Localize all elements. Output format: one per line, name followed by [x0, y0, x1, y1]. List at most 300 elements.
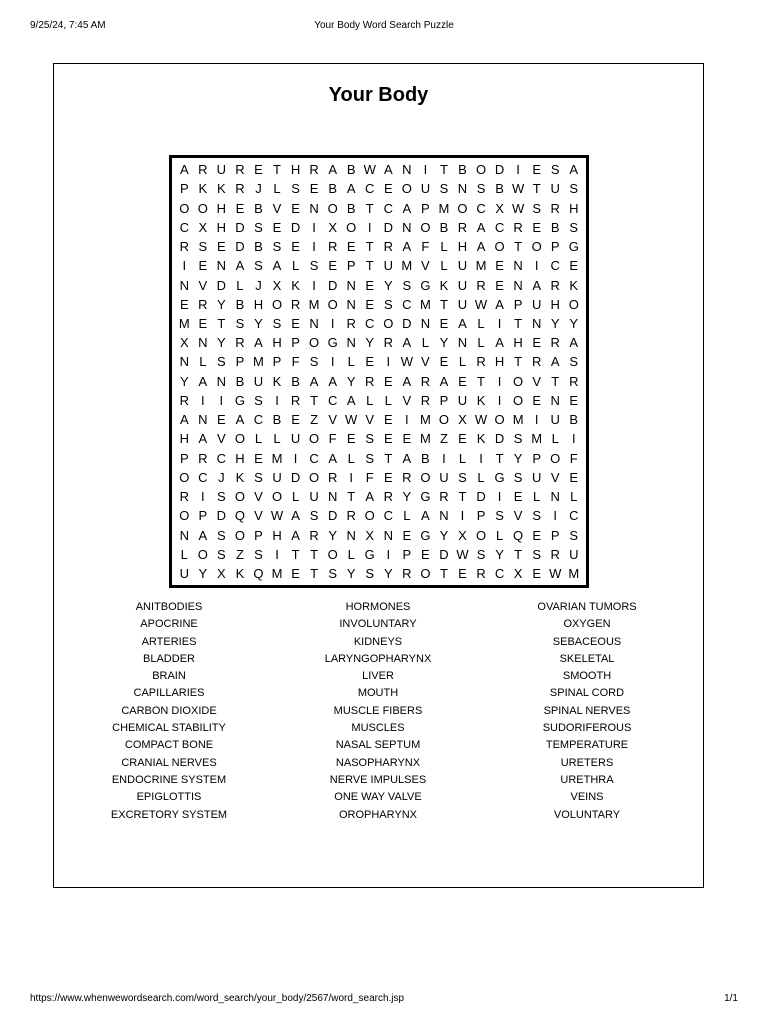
grid-letter: R: [383, 239, 393, 255]
grid-letter: O: [197, 200, 208, 216]
grid-letter: S: [532, 546, 541, 562]
grid-letter: X: [328, 219, 337, 235]
grid-letter: Y: [217, 335, 226, 351]
grid-letter: I: [275, 392, 279, 408]
grid-row: [175, 506, 583, 525]
grid-letter: C: [327, 392, 338, 408]
grid-letter: H: [216, 200, 227, 216]
grid-letter: Y: [383, 566, 393, 582]
grid-letter: E: [439, 315, 449, 331]
grid-letter: U: [290, 431, 301, 447]
grid-letter: Y: [328, 527, 337, 543]
grid-letter: J: [255, 277, 262, 293]
grid-letter: D: [290, 219, 301, 235]
grid-letter: R: [198, 450, 208, 466]
grid-letter: A: [328, 162, 337, 178]
grid-letter: T: [514, 315, 523, 331]
grid-letter: C: [253, 412, 264, 428]
grid-letter: R: [476, 354, 486, 370]
word-list-item: SPINAL NERVES: [543, 704, 631, 717]
grid-letter: E: [513, 489, 523, 505]
grid-letter: A: [383, 162, 393, 178]
grid-letter: C: [309, 450, 319, 466]
grid-letter: N: [457, 181, 468, 197]
grid-letter: E: [179, 296, 189, 312]
grid-row: [175, 525, 583, 544]
grid-letter: P: [198, 508, 208, 524]
grid-letter: I: [497, 392, 502, 408]
grid-letter: H: [179, 431, 189, 447]
grid-letter: R: [402, 469, 412, 485]
word-list-item: CAPILLARIES: [133, 687, 205, 700]
word-list-item: COMPACT BONE: [124, 739, 214, 752]
grid-letter: N: [457, 335, 468, 351]
grid-letter: U: [531, 469, 542, 485]
grid-letter: R: [179, 489, 189, 505]
grid-letter: K: [476, 431, 486, 447]
grid-row: [175, 564, 583, 583]
word-list-item: URETHRA: [560, 773, 614, 786]
grid-letter: R: [346, 315, 356, 331]
grid-letter: I: [182, 258, 187, 274]
grid-letter: I: [330, 354, 335, 370]
grid-letter: O: [475, 162, 487, 178]
grid-letter: G: [420, 489, 431, 505]
grid-letter: P: [513, 296, 523, 312]
grid-letter: E: [346, 431, 356, 447]
grid-letter: Y: [550, 315, 560, 331]
grid-letter: S: [217, 546, 226, 562]
grid-letter: S: [495, 508, 504, 524]
grid-letter: L: [440, 239, 448, 255]
grid-letter: W: [456, 546, 469, 562]
grid-letter: A: [328, 450, 337, 466]
grid-letter: V: [532, 373, 541, 389]
grid-letter: Y: [217, 296, 226, 312]
grid-letter: A: [235, 412, 245, 428]
grid-letter: P: [179, 450, 189, 466]
grid-letter: M: [271, 566, 283, 582]
grid-letter: T: [310, 566, 319, 582]
word-list-item: NASAL SEPTUM: [335, 739, 421, 752]
word-list-column-2: [278, 599, 478, 824]
grid-letter: P: [421, 200, 430, 216]
grid-letter: U: [457, 258, 468, 274]
grid-letter: S: [439, 181, 449, 197]
grid-letter: R: [327, 239, 338, 255]
grid-letter: W: [511, 181, 525, 197]
grid-letter: S: [217, 354, 226, 370]
print-page-count: 1/1: [724, 993, 738, 1004]
grid-row: [175, 487, 583, 506]
grid-letter: D: [402, 315, 412, 331]
grid-letter: A: [198, 373, 208, 389]
grid-letter: F: [328, 431, 337, 447]
grid-letter: U: [457, 296, 468, 312]
grid-letter: V: [198, 277, 208, 293]
grid-letter: A: [439, 373, 449, 389]
grid-letter: T: [439, 566, 448, 582]
grid-letter: O: [475, 527, 487, 543]
grid-letter: U: [457, 277, 468, 293]
grid-letter: O: [550, 450, 561, 466]
word-list-item: NASOPHARYNX: [335, 756, 421, 769]
grid-letter: M: [475, 258, 487, 274]
grid-letter: U: [550, 181, 560, 197]
word-list-item: ONE WAY VALVE: [334, 791, 422, 804]
grid-letter: D: [290, 469, 301, 485]
grid-letter: T: [365, 239, 374, 255]
grid-letter: H: [290, 162, 301, 178]
word-list-item: VOLUNTARY: [553, 808, 621, 821]
grid-letter: C: [476, 200, 486, 216]
grid-letter: P: [272, 354, 282, 370]
grid-letter: S: [254, 219, 263, 235]
grid-letter: D: [216, 508, 227, 524]
grid-letter: T: [273, 162, 281, 178]
grid-letter: O: [327, 546, 338, 562]
grid-letter: O: [197, 546, 208, 562]
grid-letter: I: [497, 315, 502, 331]
grid-letter: D: [476, 489, 486, 505]
grid-letter: N: [179, 277, 189, 293]
grid-letter: D: [494, 162, 505, 178]
grid-letter: R: [198, 162, 208, 178]
grid-letter: K: [291, 277, 300, 293]
grid-letter: Y: [569, 315, 579, 331]
grid-letter: V: [421, 258, 430, 274]
grid-letter: O: [568, 296, 579, 312]
grid-row: [175, 237, 583, 256]
grid-letter: F: [291, 354, 300, 370]
grid-letter: E: [495, 258, 504, 274]
grid-letter: Y: [254, 315, 263, 331]
grid-letter: C: [569, 508, 579, 524]
grid-letter: I: [423, 162, 428, 178]
grid-letter: E: [532, 219, 541, 235]
grid-letter: A: [458, 315, 467, 331]
grid-letter: O: [346, 219, 357, 235]
grid-letter: A: [402, 373, 412, 389]
grid-letter: A: [198, 431, 208, 447]
grid-letter: N: [383, 527, 393, 543]
grid-letter: T: [310, 546, 319, 562]
grid-letter: T: [384, 450, 393, 466]
grid-letter: Y: [495, 546, 504, 562]
grid-letter: E: [291, 200, 300, 216]
grid-letter: L: [273, 431, 281, 447]
grid-letter: L: [533, 489, 541, 505]
grid-letter: Y: [383, 277, 393, 293]
grid-letter: T: [514, 546, 523, 562]
grid-letter: E: [458, 566, 467, 582]
word-list-item: CHEMICAL STABILITY: [112, 722, 226, 735]
grid-letter: I: [386, 546, 391, 562]
grid-letter: A: [291, 527, 300, 543]
word-list-item: SUDORIFEROUS: [542, 722, 632, 735]
grid-letter: T: [551, 373, 560, 389]
grid-letter: B: [291, 373, 300, 389]
grid-letter: A: [328, 373, 337, 389]
grid-letter: L: [254, 431, 263, 447]
grid-letter: E: [402, 431, 412, 447]
grid-letter: M: [401, 258, 413, 274]
grid-letter: I: [330, 315, 335, 331]
grid-letter: O: [383, 315, 394, 331]
grid-letter: L: [347, 450, 355, 466]
grid-letter: O: [271, 489, 283, 505]
grid-letter: K: [272, 373, 282, 389]
grid-letter: S: [532, 508, 541, 524]
grid-letter: A: [421, 508, 430, 524]
grid-letter: M: [419, 431, 431, 447]
grid-letter: M: [531, 431, 543, 447]
grid-letter: K: [439, 277, 449, 293]
grid-letter: T: [439, 162, 448, 178]
grid-letter: S: [254, 546, 263, 562]
grid-letter: V: [272, 200, 282, 216]
grid-letter: F: [421, 239, 430, 255]
grid-letter: D: [327, 508, 338, 524]
grid-letter: C: [365, 315, 375, 331]
grid-letter: Z: [235, 546, 244, 562]
grid-letter: C: [494, 219, 505, 235]
grid-letter: M: [419, 296, 431, 312]
grid-letter: I: [367, 219, 372, 235]
grid-letter: I: [275, 546, 279, 562]
grid-letter: O: [513, 392, 524, 408]
grid-letter: A: [476, 239, 486, 255]
grid-letter: V: [328, 412, 337, 428]
grid-letter: W: [345, 412, 358, 428]
word-list-item: KIDNEYS: [353, 635, 403, 648]
grid-letter: E: [532, 335, 541, 351]
grid-letter: U: [457, 392, 468, 408]
grid-letter: R: [179, 392, 189, 408]
word-list-item: BRAIN: [152, 670, 186, 683]
grid-letter: Y: [179, 373, 189, 389]
grid-letter: R: [569, 373, 579, 389]
grid-row: [175, 160, 583, 179]
grid-letter: G: [234, 392, 245, 408]
grid-letter: E: [235, 200, 245, 216]
grid-letter: U: [179, 566, 189, 582]
grid-letter: I: [219, 392, 224, 408]
grid-letter: I: [201, 489, 205, 505]
word-list-item: OROPHARYNX: [338, 808, 418, 821]
grid-letter: O: [327, 296, 338, 312]
grid-letter: E: [383, 469, 393, 485]
grid-letter: A: [495, 296, 504, 312]
grid-row: [175, 198, 583, 217]
grid-letter: E: [291, 239, 300, 255]
grid-letter: U: [569, 546, 579, 562]
grid-letter: B: [235, 296, 245, 312]
grid-row: [175, 372, 583, 391]
grid-letter: G: [494, 469, 505, 485]
grid-letter: N: [346, 527, 356, 543]
grid-letter: M: [419, 412, 431, 428]
grid-letter: O: [234, 527, 245, 543]
grid-letter: P: [179, 181, 189, 197]
grid-letter: O: [309, 469, 320, 485]
grid-letter: O: [401, 181, 412, 197]
word-list-item: EXCRETORY SYSTEM: [110, 808, 228, 821]
grid-letter: S: [272, 315, 282, 331]
print-url: https://www.whenwewordsearch.com/word_search/your_body/2567/word_search.jsp: [30, 993, 405, 1004]
grid-letter: P: [476, 508, 486, 524]
grid-letter: E: [254, 450, 263, 466]
grid-letter: D: [439, 546, 449, 562]
grid-letter: G: [420, 527, 431, 543]
grid-letter: S: [254, 392, 263, 408]
grid-letter: O: [364, 508, 375, 524]
word-list-item: APOCRINE: [140, 618, 198, 631]
grid-letter: E: [272, 219, 282, 235]
grid-letter: N: [309, 200, 319, 216]
grid-letter: I: [201, 392, 205, 408]
grid-letter: O: [271, 296, 283, 312]
grid-letter: M: [438, 200, 450, 216]
word-list-item: NERVE IMPULSES: [329, 773, 427, 786]
grid-letter: A: [402, 200, 412, 216]
grid-letter: L: [273, 181, 281, 197]
grid-letter: G: [364, 546, 375, 562]
grid-letter: S: [328, 566, 337, 582]
grid-letter: O: [438, 412, 449, 428]
grid-letter: M: [178, 315, 190, 331]
grid-letter: E: [383, 412, 393, 428]
grid-letter: E: [291, 566, 300, 582]
grid-letter: I: [497, 489, 502, 505]
grid-letter: S: [217, 527, 226, 543]
grid-letter: B: [569, 412, 579, 428]
grid-letter: Y: [346, 373, 356, 389]
grid-letter: Z: [310, 412, 319, 428]
grid-letter: M: [512, 412, 524, 428]
grid-letter: K: [476, 392, 486, 408]
grid-letter: W: [400, 354, 413, 370]
grid-letter: R: [383, 335, 393, 351]
grid-letter: E: [254, 162, 263, 178]
grid-letter: L: [458, 354, 467, 370]
grid-letter: O: [531, 239, 542, 255]
grid-letter: X: [495, 200, 504, 216]
grid-letter: L: [180, 546, 188, 562]
grid-letter: S: [254, 258, 263, 274]
grid-letter: I: [312, 219, 316, 235]
grid-letter: Y: [513, 450, 523, 466]
word-list-item: URETERS: [560, 756, 614, 769]
word-list-item: MUSCLES: [351, 722, 405, 735]
grid-letter: L: [477, 335, 485, 351]
grid-letter: A: [476, 219, 486, 235]
grid-letter: N: [216, 258, 227, 274]
grid-letter: A: [291, 508, 300, 524]
grid-letter: Y: [346, 566, 356, 582]
grid-letter: A: [402, 450, 412, 466]
grid-letter: R: [346, 508, 356, 524]
grid-letter: N: [402, 219, 412, 235]
grid-letter: R: [550, 546, 560, 562]
grid-letter: L: [291, 489, 300, 505]
grid-letter: X: [513, 566, 523, 582]
grid-letter: V: [513, 508, 523, 524]
grid-letter: E: [328, 258, 337, 274]
grid-letter: E: [346, 239, 356, 255]
grid-letter: B: [458, 162, 467, 178]
grid-row: [175, 295, 583, 314]
grid-letter: E: [458, 431, 467, 447]
grid-row: [175, 429, 583, 448]
grid-letter: X: [365, 527, 375, 543]
grid-letter: Q: [253, 566, 264, 582]
grid-letter: B: [235, 373, 245, 389]
grid-row: [175, 410, 583, 429]
word-list-item: MOUTH: [357, 687, 399, 700]
grid-letter: S: [569, 527, 579, 543]
grid-letter: U: [420, 181, 431, 197]
grid-letter: D: [494, 431, 505, 447]
grid-letter: D: [235, 219, 245, 235]
grid-letter: B: [439, 219, 449, 235]
grid-letter: L: [347, 546, 355, 562]
grid-letter: S: [365, 450, 375, 466]
grid-letter: S: [476, 181, 486, 197]
grid-letter: L: [366, 392, 374, 408]
grid-letter: A: [569, 335, 579, 351]
grid-letter: N: [327, 489, 338, 505]
grid-letter: S: [309, 354, 319, 370]
grid-letter: A: [179, 412, 189, 428]
grid-letter: T: [514, 354, 523, 370]
grid-letter: I: [553, 508, 558, 524]
grid-letter: R: [420, 392, 431, 408]
grid-letter: V: [365, 412, 375, 428]
grid-letter: T: [439, 296, 448, 312]
grid-letter: O: [457, 200, 468, 216]
grid-letter: N: [198, 412, 208, 428]
grid-letter: O: [327, 200, 338, 216]
word-list-item: ANITBODIES: [135, 601, 203, 613]
grid-letter: I: [312, 239, 316, 255]
grid-letter: W: [511, 200, 525, 216]
grid-letter: N: [513, 277, 523, 293]
grid-letter: S: [365, 431, 375, 447]
grid-letter: N: [513, 258, 523, 274]
word-list-item: SPINAL CORD: [549, 687, 625, 700]
grid-letter: F: [569, 450, 578, 466]
grid-letter: S: [309, 258, 319, 274]
grid-letter: N: [420, 315, 431, 331]
grid-letter: I: [405, 412, 409, 428]
grid-letter: U: [383, 258, 393, 274]
grid-letter: Z: [439, 431, 448, 447]
grid-letter: I: [386, 354, 391, 370]
grid-letter: E: [569, 258, 579, 274]
grid-letter: R: [327, 469, 338, 485]
grid-letter: V: [402, 392, 412, 408]
grid-letter: O: [309, 431, 320, 447]
grid-row: [175, 545, 583, 564]
grid-letter: I: [571, 431, 576, 447]
grid-letter: S: [569, 219, 579, 235]
grid-letter: S: [550, 162, 560, 178]
grid-letter: U: [272, 469, 282, 485]
grid-letter: R: [457, 219, 468, 235]
grid-letter: L: [570, 489, 578, 505]
grid-letter: Q: [234, 508, 245, 524]
